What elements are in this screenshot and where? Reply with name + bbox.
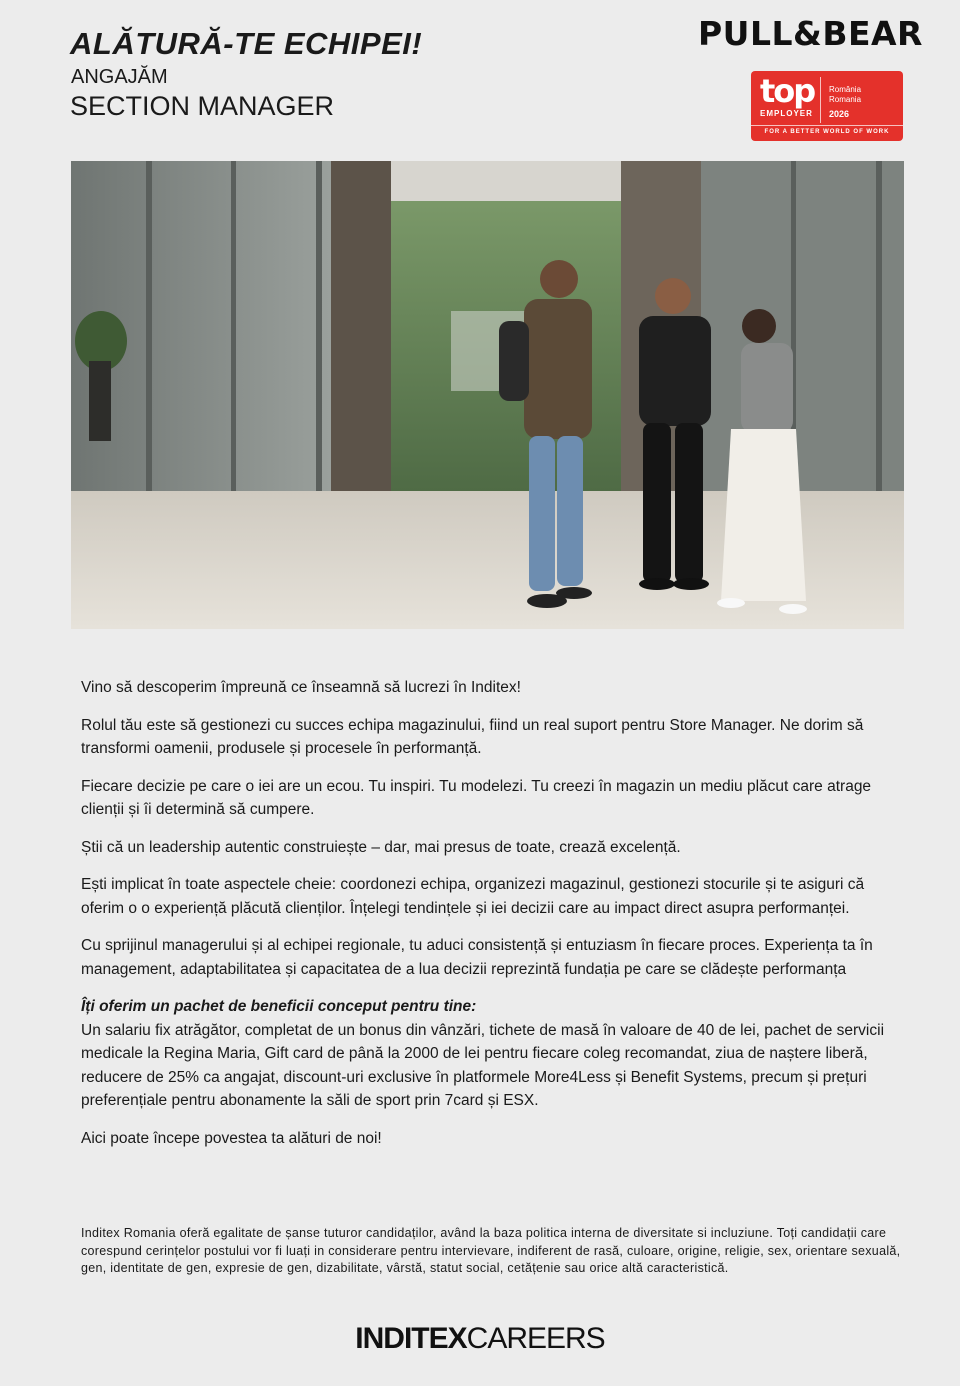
equal-opportunity-disclaimer: Inditex Romania oferă egalitate de șanse tuturor candidaților, având la baza politica interna de diversitate si incluziune. Toți candidații care corespund cerințelor postului vor fi luați in considerare pentru intervievare, indiferent de rasă, culoare, origine, religie, sex, orientare sexuală, gen, identitate de gen, expresie de gen, dizabilitate, vârstă, statut social, cetățenie sau orice altă caracteristică. (81, 1226, 901, 1275)
badge-country-ro: România (829, 85, 862, 94)
badge-divider (820, 77, 821, 123)
leadership-paragraph: Știi că un leadership autentic construiește – dar, mai presus de toate, crează excelență. (81, 838, 681, 856)
inditex-logo-bold: INDITEX (355, 1322, 467, 1355)
job-description (81, 676, 906, 1164)
badge-country-en: Romania (829, 95, 862, 104)
impact-paragraph: Fiecare decizie pe care o iei are un ecou. Tu inspiri. Tu modelezi. Tu creezi în magazin un mediu plăcut care atrage clienții și îi determină să cumpere. (81, 777, 872, 818)
badge-employer-label: EMPLOYER (760, 109, 813, 118)
badge-top-word: top (760, 72, 815, 110)
three-people-talking-photo (71, 161, 904, 629)
job-title: SECTION MANAGER (70, 91, 335, 121)
benefits-title: Îți oferim un pachet de beneficii conceput pentru tine: (81, 998, 477, 1015)
benefits-paragraph: Un salariu fix atrăgător, completat de un bonus din vânzări, tichete de masă în valoare de 40 de lei, pachet de servicii medicale la Regina Maria, Gift card de până la 2000 de lei pentru fiecare coleg recomandat, ziua de naștere liberă, reducere de 25% ca angajat, discount-uri exclusive în platformele More4Less și Benefit Systems, precum și prețuri preferențiale pentru abonamente la săli de sport prin 7card și ESX. (81, 1021, 885, 1109)
badge-tagline: FOR A BETTER WORLD OF WORK (764, 129, 890, 135)
responsibilities-paragraph: Ești implicat în toate aspectele cheie: coordonezi echipa, organizezi magazinul, gestionezi stocurile și te asiguri că oferim o o experiență plăcută clienților. Înțelegi tendințele și iei decizii care au impact direct asupra performanței. (81, 876, 865, 917)
badge-year: 2026 (829, 109, 850, 119)
careers-logo-light: CAREERS (466, 1322, 605, 1355)
support-paragraph: Cu sprijinul managerului și al echipei regionale, tu aduci consistență și entuziasm în fiecare proces. Experiența ta în management, adaptabilitatea și capacitatea de a lua decizii reprezintă fundația pe care se clădește performanța (81, 937, 873, 978)
intro-paragraph: Vino să descoperim împreună ce înseamnă să lucrezi în Inditex! (81, 679, 521, 696)
inditex-careers-logo (0, 1322, 960, 1356)
role-paragraph: Rolul tău este să gestionezi cu succes echipa magazinului, fiind un real suport pentru Store Manager. Ne dorim să transformi oamenii, produsele și procesele în performanță. (81, 716, 864, 757)
closing-paragraph: Aici poate începe povestea ta alături de noi! (81, 1129, 382, 1147)
hiring-label: ANGAJĂM (71, 66, 168, 88)
badge-country (829, 85, 861, 105)
team-photo (71, 161, 904, 629)
top-employer-badge (751, 71, 903, 141)
page-headline: ALĂTURĂ-TE ECHIPEI! (70, 26, 423, 61)
pull-and-bear-logo: PULL&BEAR (698, 14, 923, 53)
badge-rule (751, 125, 903, 126)
